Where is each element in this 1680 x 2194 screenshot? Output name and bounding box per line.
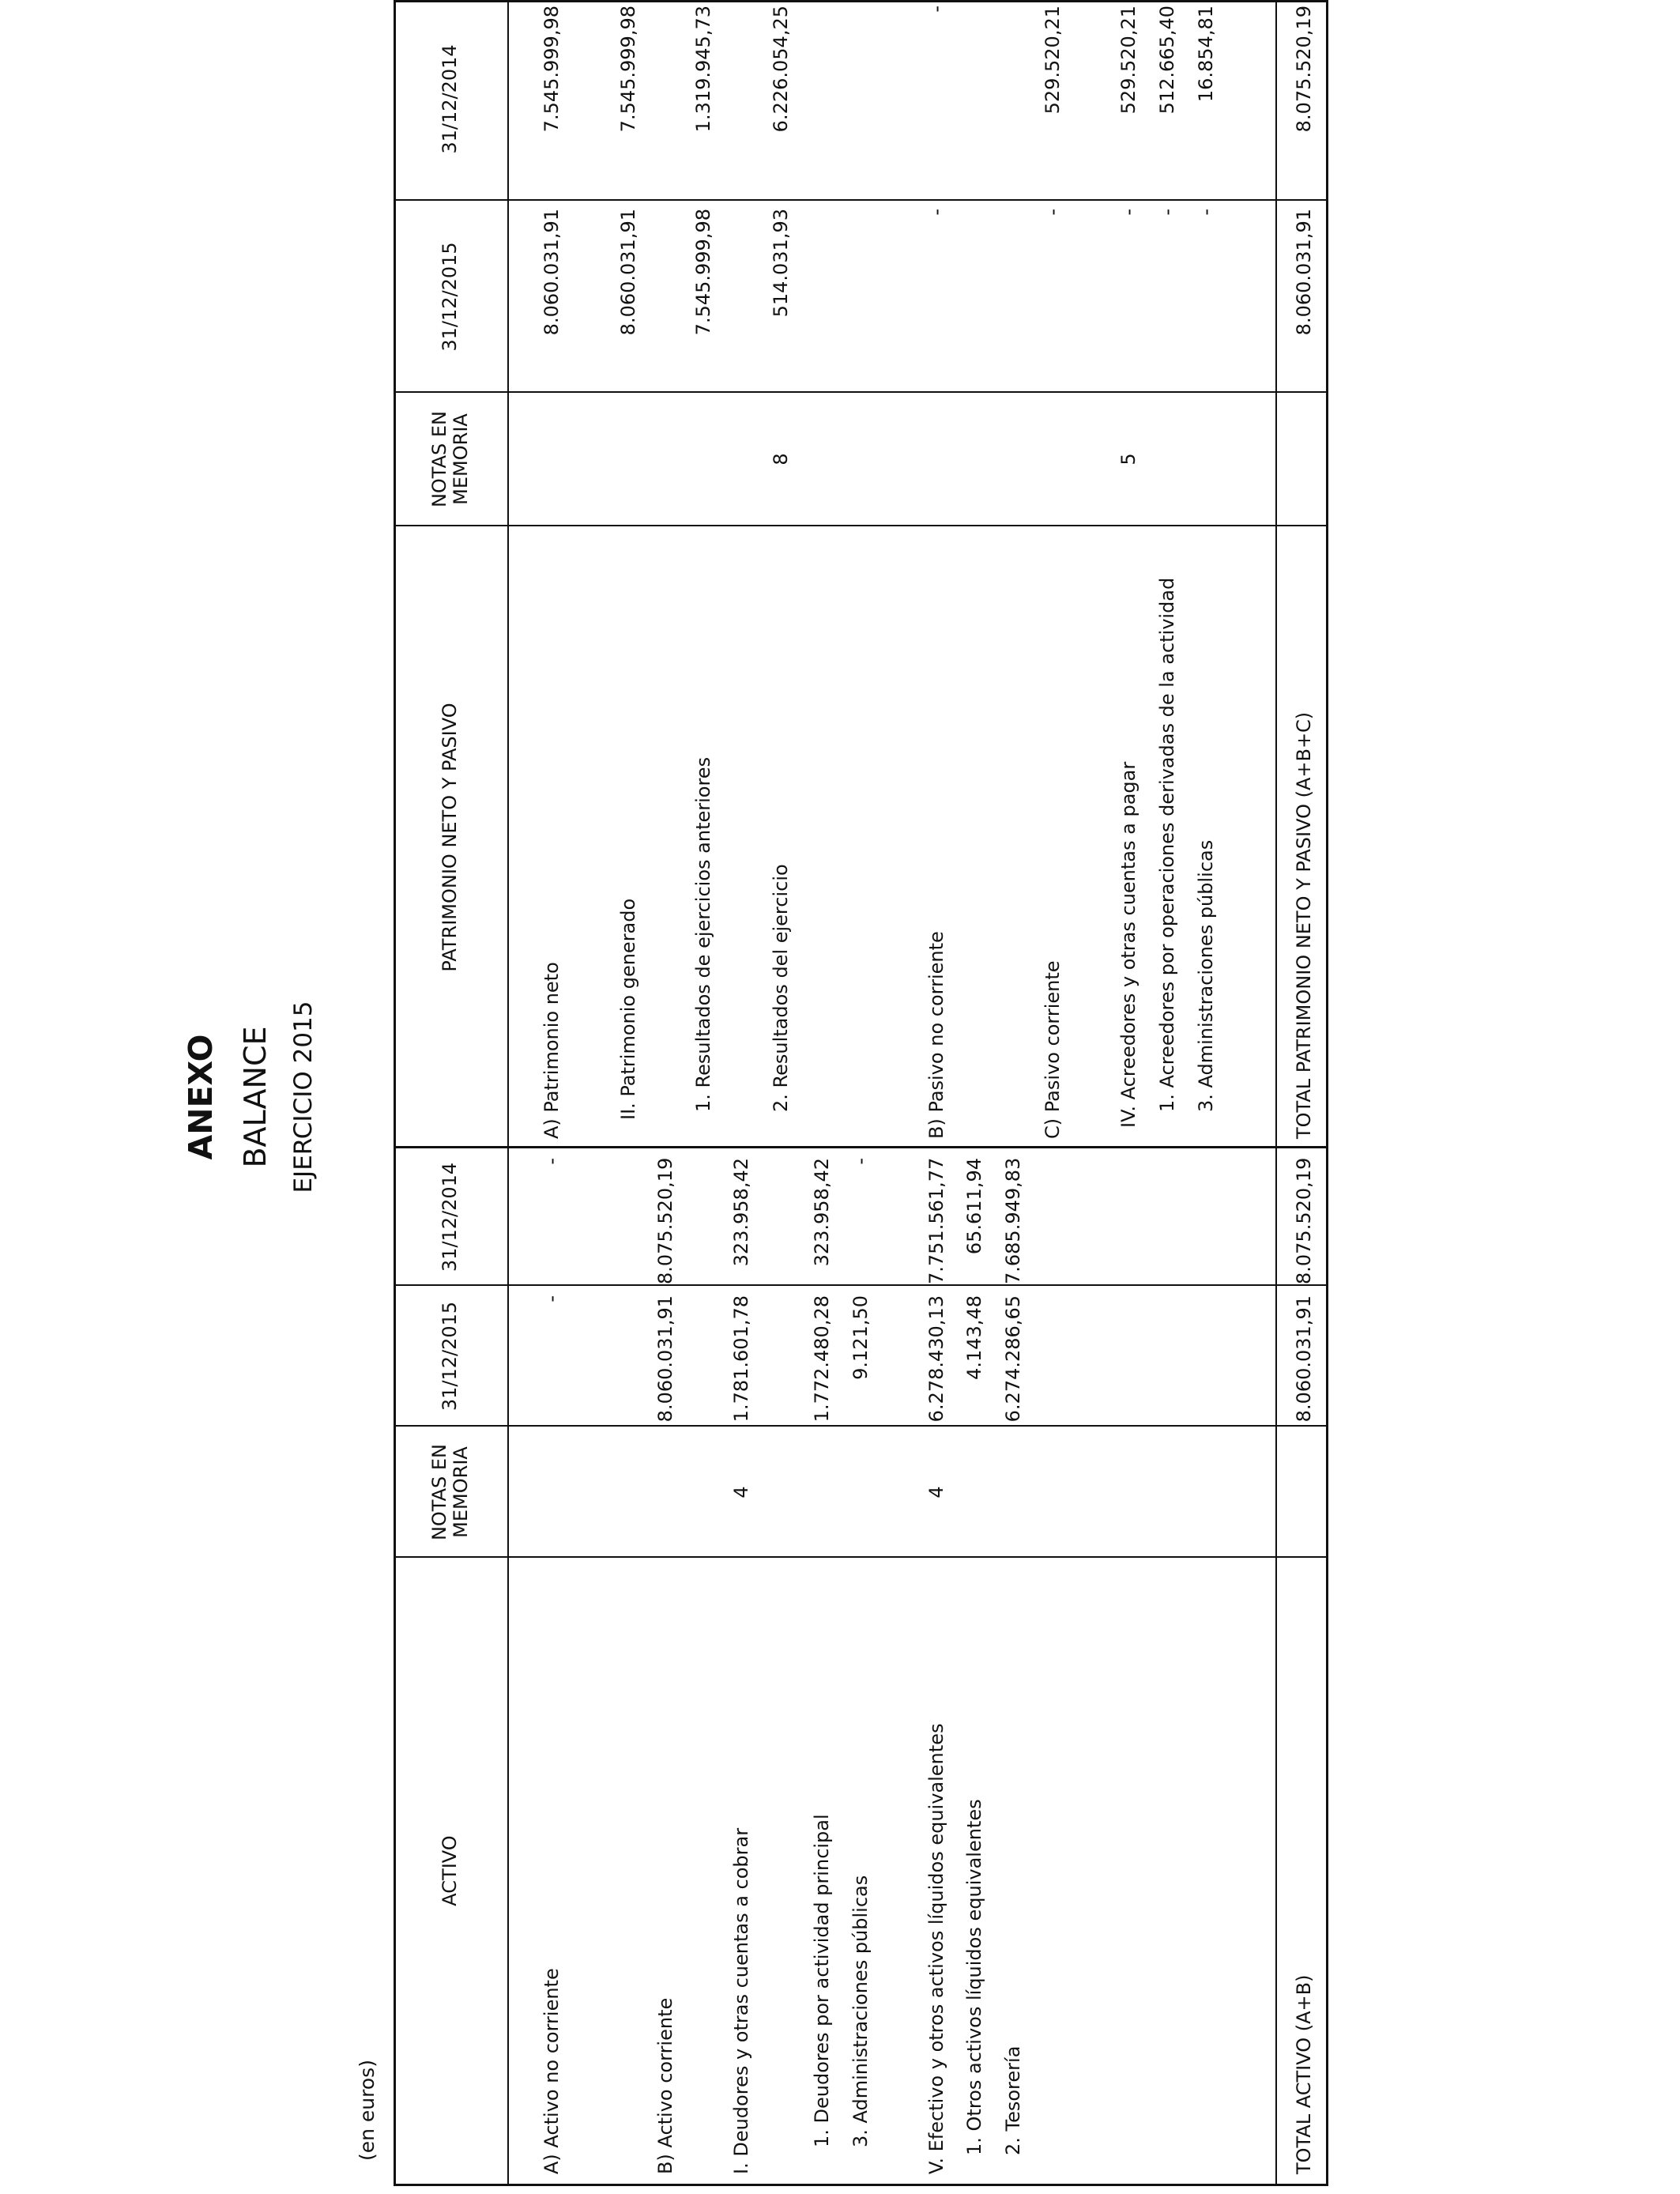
total-activo-label: TOTAL ACTIVO (A+B) [1293, 1974, 1315, 2174]
activo-label-b: B) Activo corriente [654, 1997, 676, 2174]
pasivo-2014-a2: 7.545.999,98 [617, 6, 639, 133]
header-notas-activo: NOTAS EN MEMORIA [428, 1443, 472, 1541]
pasivo-nota-a22: 8 [770, 453, 792, 466]
activo-2014-b51: 65.611,94 [963, 1158, 985, 1255]
pasivo-label-c43: 3. Administraciones públicas [1195, 839, 1217, 1112]
activo-2014-b: 8.075.520,19 [654, 1157, 676, 1284]
pasivo-2015-c43: - [1195, 209, 1217, 216]
pasivo-2015-a: 8.060.031,91 [541, 209, 563, 336]
header-2015-pasivo: 31/12/2015 [439, 242, 461, 352]
pasivo-label-b: B) Pasivo no corriente [925, 931, 947, 1139]
pasivo-2014-b: - [925, 6, 947, 13]
col-divider [396, 1284, 1326, 1286]
pasivo-2015-a2: 8.060.031,91 [617, 209, 639, 336]
pasivo-2015-b: - [925, 209, 947, 216]
header-2015-activo: 31/12/2015 [439, 1301, 461, 1412]
activo-2015-b11: 1.772.480,28 [811, 1295, 833, 1423]
pasivo-2015-c41: - [1156, 209, 1178, 216]
total-pasivo-2014: 8.075.520,19 [1293, 6, 1315, 133]
col-divider [396, 525, 1326, 526]
activo-2014-b5: 7.751.561,77 [925, 1157, 947, 1284]
pasivo-label-c41: 1. Acreedores por operaciones derivadas de la actividad [1156, 577, 1178, 1112]
activo-2014-b1: 323.958,42 [730, 1158, 752, 1267]
activo-2014-b13: - [849, 1158, 872, 1165]
activo-2015-b1: 1.781.601,78 [730, 1295, 752, 1423]
col-divider [396, 391, 1326, 393]
activo-2014-a: - [541, 1158, 563, 1165]
pasivo-2015-a21: 7.545.999,98 [692, 209, 714, 336]
col-divider [396, 1425, 1326, 1427]
activo-nota-b5: 4 [925, 1486, 947, 1498]
header-activo: ACTIVO [439, 1835, 461, 1906]
activo-label-b13: 3. Administraciones públicas [849, 1875, 872, 2147]
pasivo-2014-c4: 529.520,21 [1117, 6, 1139, 115]
activo-2015-a: - [541, 1295, 563, 1302]
activo-label-b51: 1. Otros activos líquidos equivalentes [963, 1799, 985, 2155]
activo-nota-b1: 4 [730, 1486, 752, 1498]
pasivo-label-a21: 1. Resultados de ejercicios anteriores [692, 756, 714, 1112]
pasivo-2015-c4: - [1117, 209, 1139, 216]
pasivo-label-a: A) Patrimonio neto [541, 962, 563, 1139]
activo-2015-b13: 9.121,50 [849, 1295, 872, 1380]
total-activo-2014: 8.075.520,19 [1293, 1157, 1315, 1284]
header-divider [507, 2, 509, 2184]
pasivo-2014-a22: 6.226.054,25 [770, 6, 792, 133]
pasivo-2014-c43: 16.854,81 [1195, 6, 1217, 103]
pasivo-label-a2: II. Patrimonio generado [617, 898, 639, 1120]
total-pasivo-2015: 8.060.031,91 [1293, 209, 1315, 336]
pasivo-label-c: C) Pasivo corriente [1042, 960, 1064, 1139]
pasivo-2015-a22: 514.031,93 [770, 209, 792, 318]
activo-2015-b51: 4.143,48 [963, 1295, 985, 1380]
pasivo-2014-a21: 1.319.945,73 [692, 6, 714, 133]
activo-2015-b5: 6.278.430,13 [925, 1295, 947, 1423]
pasivo-label-c4: IV. Acreedores y otras cuentas a pagar [1117, 761, 1139, 1128]
activo-2015-b52: 6.274.286,65 [1002, 1295, 1024, 1423]
total-pasivo-label: TOTAL PATRIMONIO NETO Y PASIVO (A+B+C) [1293, 711, 1315, 1139]
activo-2015-b: 8.060.031,91 [654, 1295, 676, 1423]
header-2014-activo: 31/12/2014 [439, 1162, 461, 1272]
activo-label-b52: 2. Tesorería [1002, 2045, 1024, 2155]
activo-label-a: A) Activo no corriente [541, 1968, 563, 2174]
col-divider [396, 199, 1326, 201]
activo-2014-b52: 7.685.949,83 [1002, 1157, 1024, 1284]
header-2014-pasivo: 31/12/2014 [439, 44, 461, 154]
ejercicio-subtitle: EJERCICIO 2015 [289, 1001, 318, 1193]
anexo-title: ANEXO [182, 1034, 220, 1160]
pasivo-2014-c41: 512.665,40 [1156, 6, 1178, 115]
pasivo-2014-a: 7.545.999,98 [541, 6, 563, 133]
total-divider [1275, 2, 1277, 2184]
pasivo-nota-c4: 5 [1117, 453, 1139, 466]
units-note: (en euros) [356, 2060, 379, 2161]
col-divider [396, 1556, 1326, 1558]
activo-2014-b11: 323.958,42 [811, 1158, 833, 1267]
activo-label-b1: I. Deudores y otras cuentas a cobrar [730, 1827, 752, 2174]
header-notas-pasivo: NOTAS EN MEMORIA [428, 410, 472, 508]
header-pasivo: PATRIMONIO NETO Y PASIVO [439, 703, 461, 972]
pasivo-2015-c: - [1042, 209, 1064, 216]
balance-title: BALANCE [238, 1026, 273, 1168]
balance-table [394, 0, 1328, 2186]
pasivo-label-a22: 2. Resultados del ejercicio [770, 864, 792, 1112]
activo-label-b11: 1. Deudores por actividad principal [811, 1814, 833, 2147]
section-divider [396, 1146, 1326, 1148]
total-activo-2015: 8.060.031,91 [1293, 1295, 1315, 1423]
pasivo-2014-c: 529.520,21 [1042, 6, 1064, 115]
activo-label-b5: V. Efectivo y otros activos líquidos equivalentes [925, 1723, 947, 2174]
